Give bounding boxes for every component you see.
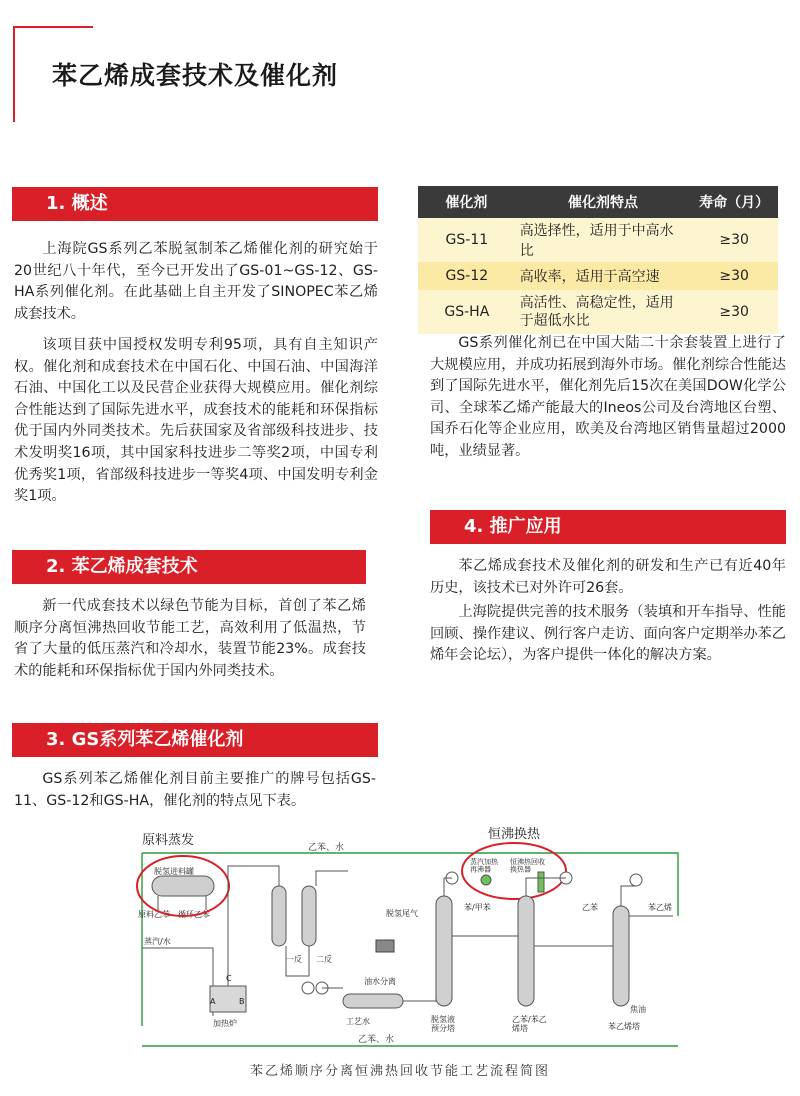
feed-pipes	[158, 896, 206, 910]
label-eb: 乙苯	[582, 903, 598, 912]
label-heater-a: A	[210, 997, 216, 1006]
table-header-feature: 催化剂特点	[516, 186, 691, 218]
label-eb-water-bottom: 乙苯、水	[358, 1035, 395, 1045]
process-flow-diagram	[118, 826, 688, 1056]
table-cell-life: ≥30	[690, 290, 778, 334]
sm-condenser	[630, 874, 642, 886]
table-header-catalyst: 催化剂	[418, 186, 516, 218]
catalyst-table	[418, 186, 778, 334]
section-heading-promotion: 4. 推广应用	[430, 510, 786, 544]
label-oil-water-sep: 油水分离	[364, 977, 396, 986]
overview-paragraph-2: 该项目获中国授权发明专利95项，具有自主知识产权。催化剂和成套技术在中国石化、中国石油、中国海洋石油、中国化工以及民营企业获得大规模应用。催化剂综合性能达到了国际先进水平，成套技术的能耗和环保指标优于国内外同类技术。先后获国家及省部级科技进步、技术发明奖16项，其中国家科技进步二等奖2项，中国专利优秀奖1项，省部级科技进步一等奖4项、中国发明专利金奖1项。	[14, 337, 378, 505]
overview-paragraph-1: 上海院GS系列乙苯脱氢制苯乙烯催化剂的研究始于20世纪八十年代，至今已开发出了GS-01~GS-12、GS-HA系列催化剂。在此基础上自主开发了SINOPEC苯乙烯成套技术。	[14, 241, 378, 322]
label-steam-water: 蒸汽/水	[144, 937, 171, 946]
eb-sm-tower	[518, 896, 534, 1006]
table-cell-life: ≥30	[690, 218, 778, 262]
label-eb-sm-tower: 乙苯/苯乙烯塔	[512, 1015, 547, 1033]
label-heater-c: C	[226, 974, 232, 983]
label-feed-evaporation: 原料蒸发	[142, 833, 195, 848]
sm-tower	[613, 906, 629, 1006]
label-tar: 焦油	[630, 1005, 646, 1014]
label-heater-b: B	[239, 997, 245, 1006]
diagram-caption: 苯乙烯顺序分离恒沸热回收节能工艺流程简图	[249, 1064, 550, 1079]
table-cell-feature: 高选择性，适用于中高水比	[516, 218, 691, 262]
table-cell-feature: 高活性、高稳定性，适用于超低水比	[516, 290, 691, 334]
table-row	[418, 262, 778, 290]
label-raw-eb: 原料乙苯	[138, 910, 170, 919]
prefrac-tower	[436, 896, 452, 1006]
label-benzene-toluene: 苯/甲苯	[464, 903, 491, 912]
title-frame-horizontal	[13, 26, 93, 28]
reactor-1	[272, 886, 286, 946]
steam-reboiler	[481, 875, 491, 885]
label-first-reactor: 一反	[286, 955, 302, 964]
reactor-pipes	[228, 866, 348, 996]
table-cell-name: GS-11	[418, 218, 516, 262]
promotion-paragraph-2: 上海院提供完善的技术服务（装填和开车指导、性能回顾、操作建议、例行客户走访、面向客户定期举办苯乙烯年会论坛），为客户提供一体化的解决方案。	[430, 604, 786, 664]
label-azeotropic-heat: 恒沸换热	[488, 827, 541, 842]
label-process-water: 工艺水	[346, 1017, 370, 1026]
dehydro-feed-drum	[152, 876, 214, 896]
label-heater: 加热炉	[213, 1019, 237, 1028]
title-frame-vertical	[13, 26, 15, 122]
section-heading-gs-catalyst: 3. GS系列苯乙烯催化剂	[12, 723, 378, 757]
label-styrene: 苯乙烯	[648, 903, 672, 912]
table-cell-name: GS-HA	[418, 290, 516, 334]
oil-water-separator	[343, 994, 403, 1008]
separator-pipes	[322, 946, 436, 1001]
table-cell-life: ≥30	[690, 262, 778, 290]
label-second-reactor: 二反	[316, 955, 332, 964]
label-prefrac-tower: 脱氢液预分塔	[431, 1015, 455, 1033]
label-azeo-exchanger: 恒沸热回收换热器	[510, 858, 545, 874]
table-cell-feature: 高收率，适用于高空速	[516, 262, 691, 290]
tower-pipes	[444, 878, 673, 946]
table-row	[418, 290, 778, 334]
tail-gas-compressor	[376, 940, 394, 952]
table-header-row	[418, 186, 778, 218]
azeo-exchanger	[538, 872, 544, 892]
steam-line	[142, 948, 213, 1016]
table-row	[418, 218, 778, 262]
promotion-paragraph-1: 苯乙烯成套技术及催化剂的研发和生产已有近40年历史，该技术已对外许可26套。	[430, 558, 786, 596]
reactor-2	[302, 886, 316, 946]
label-recycle-eb: 循环乙苯	[178, 910, 210, 919]
section-heading-overview: 1. 概述	[12, 187, 378, 221]
label-feed-drum: 脱氢进料罐	[154, 867, 194, 876]
gs-catalyst-paragraph: GS系列苯乙烯催化剂目前主要推广的牌号包括GS-11、GS-12和GS-HA，催化剂的特点见下表。	[14, 771, 376, 809]
section-heading-styrene-tech: 2. 苯乙烯成套技术	[12, 550, 366, 584]
label-sm-tower: 苯乙烯塔	[608, 1022, 640, 1031]
label-eb-water-top: 乙苯、水	[308, 843, 345, 853]
page-title: 苯乙烯成套技术及催化剂	[52, 61, 339, 90]
catalyst-application-paragraph: GS系列催化剂已在中国大陆二十余套装置上进行了大规模应用，并成功拓展到海外市场。催化剂综合性能达到了国际先进水平，催化剂先后15次在美国DOW化学公司、全球苯乙烯产能最大的Ineos公司及台湾地区台塑、国乔石化等企业应用，欧美及台湾地区销售量超过2000吨，业绩显著。	[430, 335, 786, 459]
label-steam-reboiler: 蒸汽加热再沸器	[470, 858, 498, 874]
table-header-life: 寿命（月）	[690, 186, 778, 218]
table-cell-name: GS-12	[418, 262, 516, 290]
styrene-tech-paragraph: 新一代成套技术以绿色节能为目标，首创了苯乙烯顺序分离恒沸热回收节能工艺，高效利用了低温热，节省了大量的低压蒸汽和冷却水，装置节能23%。成套技术的能耗和环保指标优于国内外同类技术。	[14, 598, 366, 679]
label-tail-gas: 脱氢尾气	[386, 909, 418, 918]
exchanger-1	[302, 982, 314, 994]
